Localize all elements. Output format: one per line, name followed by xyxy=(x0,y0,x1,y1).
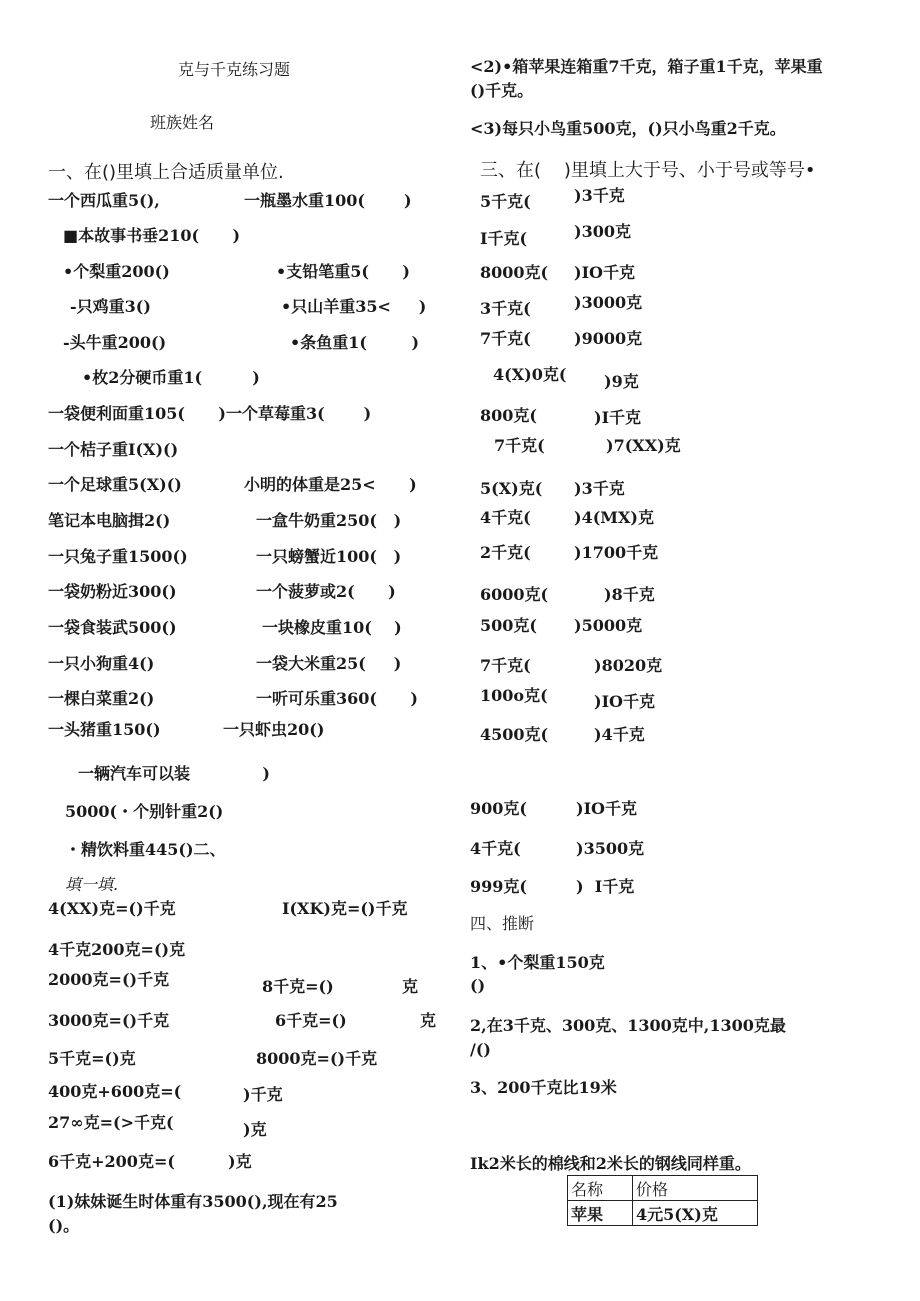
s1-item: 一只兔子重1500() xyxy=(48,547,188,566)
s1-item: 一辆汽车可以装 ) xyxy=(78,764,270,783)
compare-right: )4千克 xyxy=(594,725,645,744)
s1-item: 一个桔子重I(X)() xyxy=(48,440,179,459)
compare-right: )9克 xyxy=(604,372,639,391)
compare-right: )8千克 xyxy=(604,585,655,604)
section1-heading: 一、在()里填上合适质量单位. xyxy=(48,162,284,183)
s1-item: •个梨重200() xyxy=(63,262,170,281)
compare-left: 4千克( xyxy=(470,839,521,858)
judge-2-line2: /() xyxy=(470,1040,491,1059)
judge-3: 3、200千克比19米 xyxy=(470,1078,617,1097)
compare-right: )3千克 xyxy=(574,186,625,205)
compare-right: )3千克 xyxy=(574,479,625,498)
judge-1-line1: 1、•个梨重150克 xyxy=(470,953,605,972)
section3-heading: 三、在( )里填上大于号、小于号或等号• xyxy=(480,160,816,181)
question-3: <3)每只小鸟重500克，()只小鸟重2千克。 xyxy=(470,119,786,138)
compare-left: 8000克( xyxy=(480,263,549,282)
table-row xyxy=(568,1201,758,1226)
s2-item: 3000克=()千克 xyxy=(48,1011,170,1030)
compare-right: )3000克 xyxy=(574,293,643,312)
s1-item: 笔记本电脑揖2() xyxy=(48,511,171,530)
compare-left: 500克( xyxy=(480,616,537,635)
s1-item: 一袋便利面重105( )一个草莓重3( ) xyxy=(48,404,372,423)
s1-item: -头牛重200() xyxy=(63,333,167,352)
s2-item: 克 xyxy=(402,977,419,996)
table-header-row xyxy=(568,1176,758,1201)
question-2-line2: ()千克。 xyxy=(470,81,534,100)
class-name-line: 班族姓名 xyxy=(150,113,215,132)
compare-left: 2千克( xyxy=(480,543,531,562)
s1-item: 小明的体重是25< ) xyxy=(244,475,417,494)
s1-item: 一听可乐重360( ) xyxy=(256,689,418,708)
s1-item: 一只螃蟹近100( ) xyxy=(256,547,402,566)
compare-right: )IO千克 xyxy=(576,799,637,818)
compare-left: 4千克( xyxy=(480,508,531,527)
table-header-price: 价格 xyxy=(633,1176,758,1201)
compare-left: 7千克( xyxy=(480,656,531,675)
s1-item: •条鱼重1( ) xyxy=(290,333,420,352)
s1-item: 一头猪重150() xyxy=(48,720,161,739)
compare-right: )7(XX)克 xyxy=(606,436,681,455)
compare-left: 4(X)0克( xyxy=(493,365,567,384)
compare-right: )4(MX)克 xyxy=(574,508,654,527)
compare-right: )I千克 xyxy=(594,408,642,427)
s1-item: 一块橡皮重10( ) xyxy=(262,618,402,637)
s1-item: •只山羊重35< ) xyxy=(281,297,427,316)
s1-item: 一个西瓜重5(), xyxy=(48,191,160,210)
s1-item: ■本故事书垂210( ) xyxy=(63,226,241,245)
s1-item: 一个足球重5(X)() xyxy=(48,475,182,494)
compare-left: 900克( xyxy=(470,799,527,818)
s2-item: 4千克200克=()克 xyxy=(48,940,186,959)
s2-item: 5千克=()克 xyxy=(48,1049,136,1068)
compare-right: ) I千克 xyxy=(576,877,635,896)
compare-left: 5(X)克( xyxy=(480,479,543,498)
question-1-line1: (1)妹妹诞生时体重有3500(),现在有25 xyxy=(48,1192,338,1211)
compare-right: )300克 xyxy=(574,222,631,241)
s2-item: 27∞克=(>千克( xyxy=(48,1113,174,1132)
compare-right: )IO千克 xyxy=(594,692,655,711)
compare-left: 800克( xyxy=(480,406,537,425)
s2-item: I(XK)克=()千克 xyxy=(282,899,408,918)
s2-item: 2000克=()千克 xyxy=(48,970,170,989)
judge-4: Ik2米长的棉线和2米长的钢线同样重。 xyxy=(470,1154,751,1173)
s2-item: )克 xyxy=(243,1120,267,1139)
question-2-line1: <2)•箱苹果连箱重7千克，箱子重1千克，苹果重 xyxy=(470,57,823,76)
compare-left: 7千克( xyxy=(494,436,545,455)
page-title: 克与千克练习题 xyxy=(178,60,291,79)
s1-item: 一袋奶粉近300() xyxy=(48,582,177,601)
s1-item: 一瓶墨水重100( ) xyxy=(244,191,412,210)
table-cell-name: 苹果 xyxy=(568,1201,633,1226)
compare-left: 5千克( xyxy=(480,192,531,211)
s1-item: -只鸡重3() xyxy=(70,297,151,316)
s1-item: 一只小狗重4() xyxy=(48,654,155,673)
compare-left: 999克( xyxy=(470,877,527,896)
s2-item: 6千克+200克=( xyxy=(48,1152,175,1171)
compare-right: )8020克 xyxy=(594,656,663,675)
s1-item: •枚2分硬币重1( ) xyxy=(82,368,260,387)
s2-item: 8000克=()千克 xyxy=(256,1049,378,1068)
compare-left: 100o克( xyxy=(480,686,548,705)
s2-item: 6千克=() xyxy=(275,1011,347,1030)
s2-item: 克 xyxy=(420,1011,437,1030)
compare-left: 3千克( xyxy=(480,299,531,318)
table-header-name: 名称 xyxy=(568,1176,633,1201)
s1-item: 5000(・个别针重2() xyxy=(65,802,224,821)
compare-right: )3500克 xyxy=(576,839,645,858)
s2-item: 4(XX)克=()千克 xyxy=(48,899,176,918)
s1-item: 一袋食装武500() xyxy=(48,618,177,637)
s1-item: 一袋大米重25( ) xyxy=(256,654,402,673)
section2-heading: 填一填. xyxy=(65,875,119,894)
judge-1-line2: () xyxy=(470,976,486,995)
s2-item: 400克+600克=( xyxy=(48,1082,182,1101)
s1-item: 一只虾虫20() xyxy=(223,720,325,739)
s2-item: )千克 xyxy=(243,1085,283,1104)
s1-item: 一棵白菜重2() xyxy=(48,689,155,708)
compare-left: I千克( xyxy=(480,229,528,248)
compare-right: )9000克 xyxy=(574,329,643,348)
compare-left: 4500克( xyxy=(480,725,549,744)
judge-2-line1: 2,在3千克、300克、1300克中,1300克最 xyxy=(470,1016,786,1035)
compare-right: )IO千克 xyxy=(574,263,635,282)
compare-right: )5000克 xyxy=(574,616,643,635)
table-cell-price: 4元5(X)克 xyxy=(633,1201,758,1226)
section4-heading: 四、推断 xyxy=(470,914,535,933)
s2-item: 8千克=() xyxy=(262,977,334,996)
s1-item: ・精饮料重445()二、 xyxy=(65,840,226,859)
question-1-line2: ()。 xyxy=(48,1216,80,1235)
price-table xyxy=(567,1175,758,1226)
s1-item: •支铅笔重5( ) xyxy=(276,262,410,281)
s1-item: 一个菠萝或2( ) xyxy=(256,582,396,601)
compare-left: 6000克( xyxy=(480,585,549,604)
compare-right: )1700千克 xyxy=(574,543,659,562)
s1-item: 一盒牛奶重250( ) xyxy=(256,511,402,530)
s2-item: )克 xyxy=(228,1152,252,1171)
compare-left: 7千克( xyxy=(480,329,531,348)
